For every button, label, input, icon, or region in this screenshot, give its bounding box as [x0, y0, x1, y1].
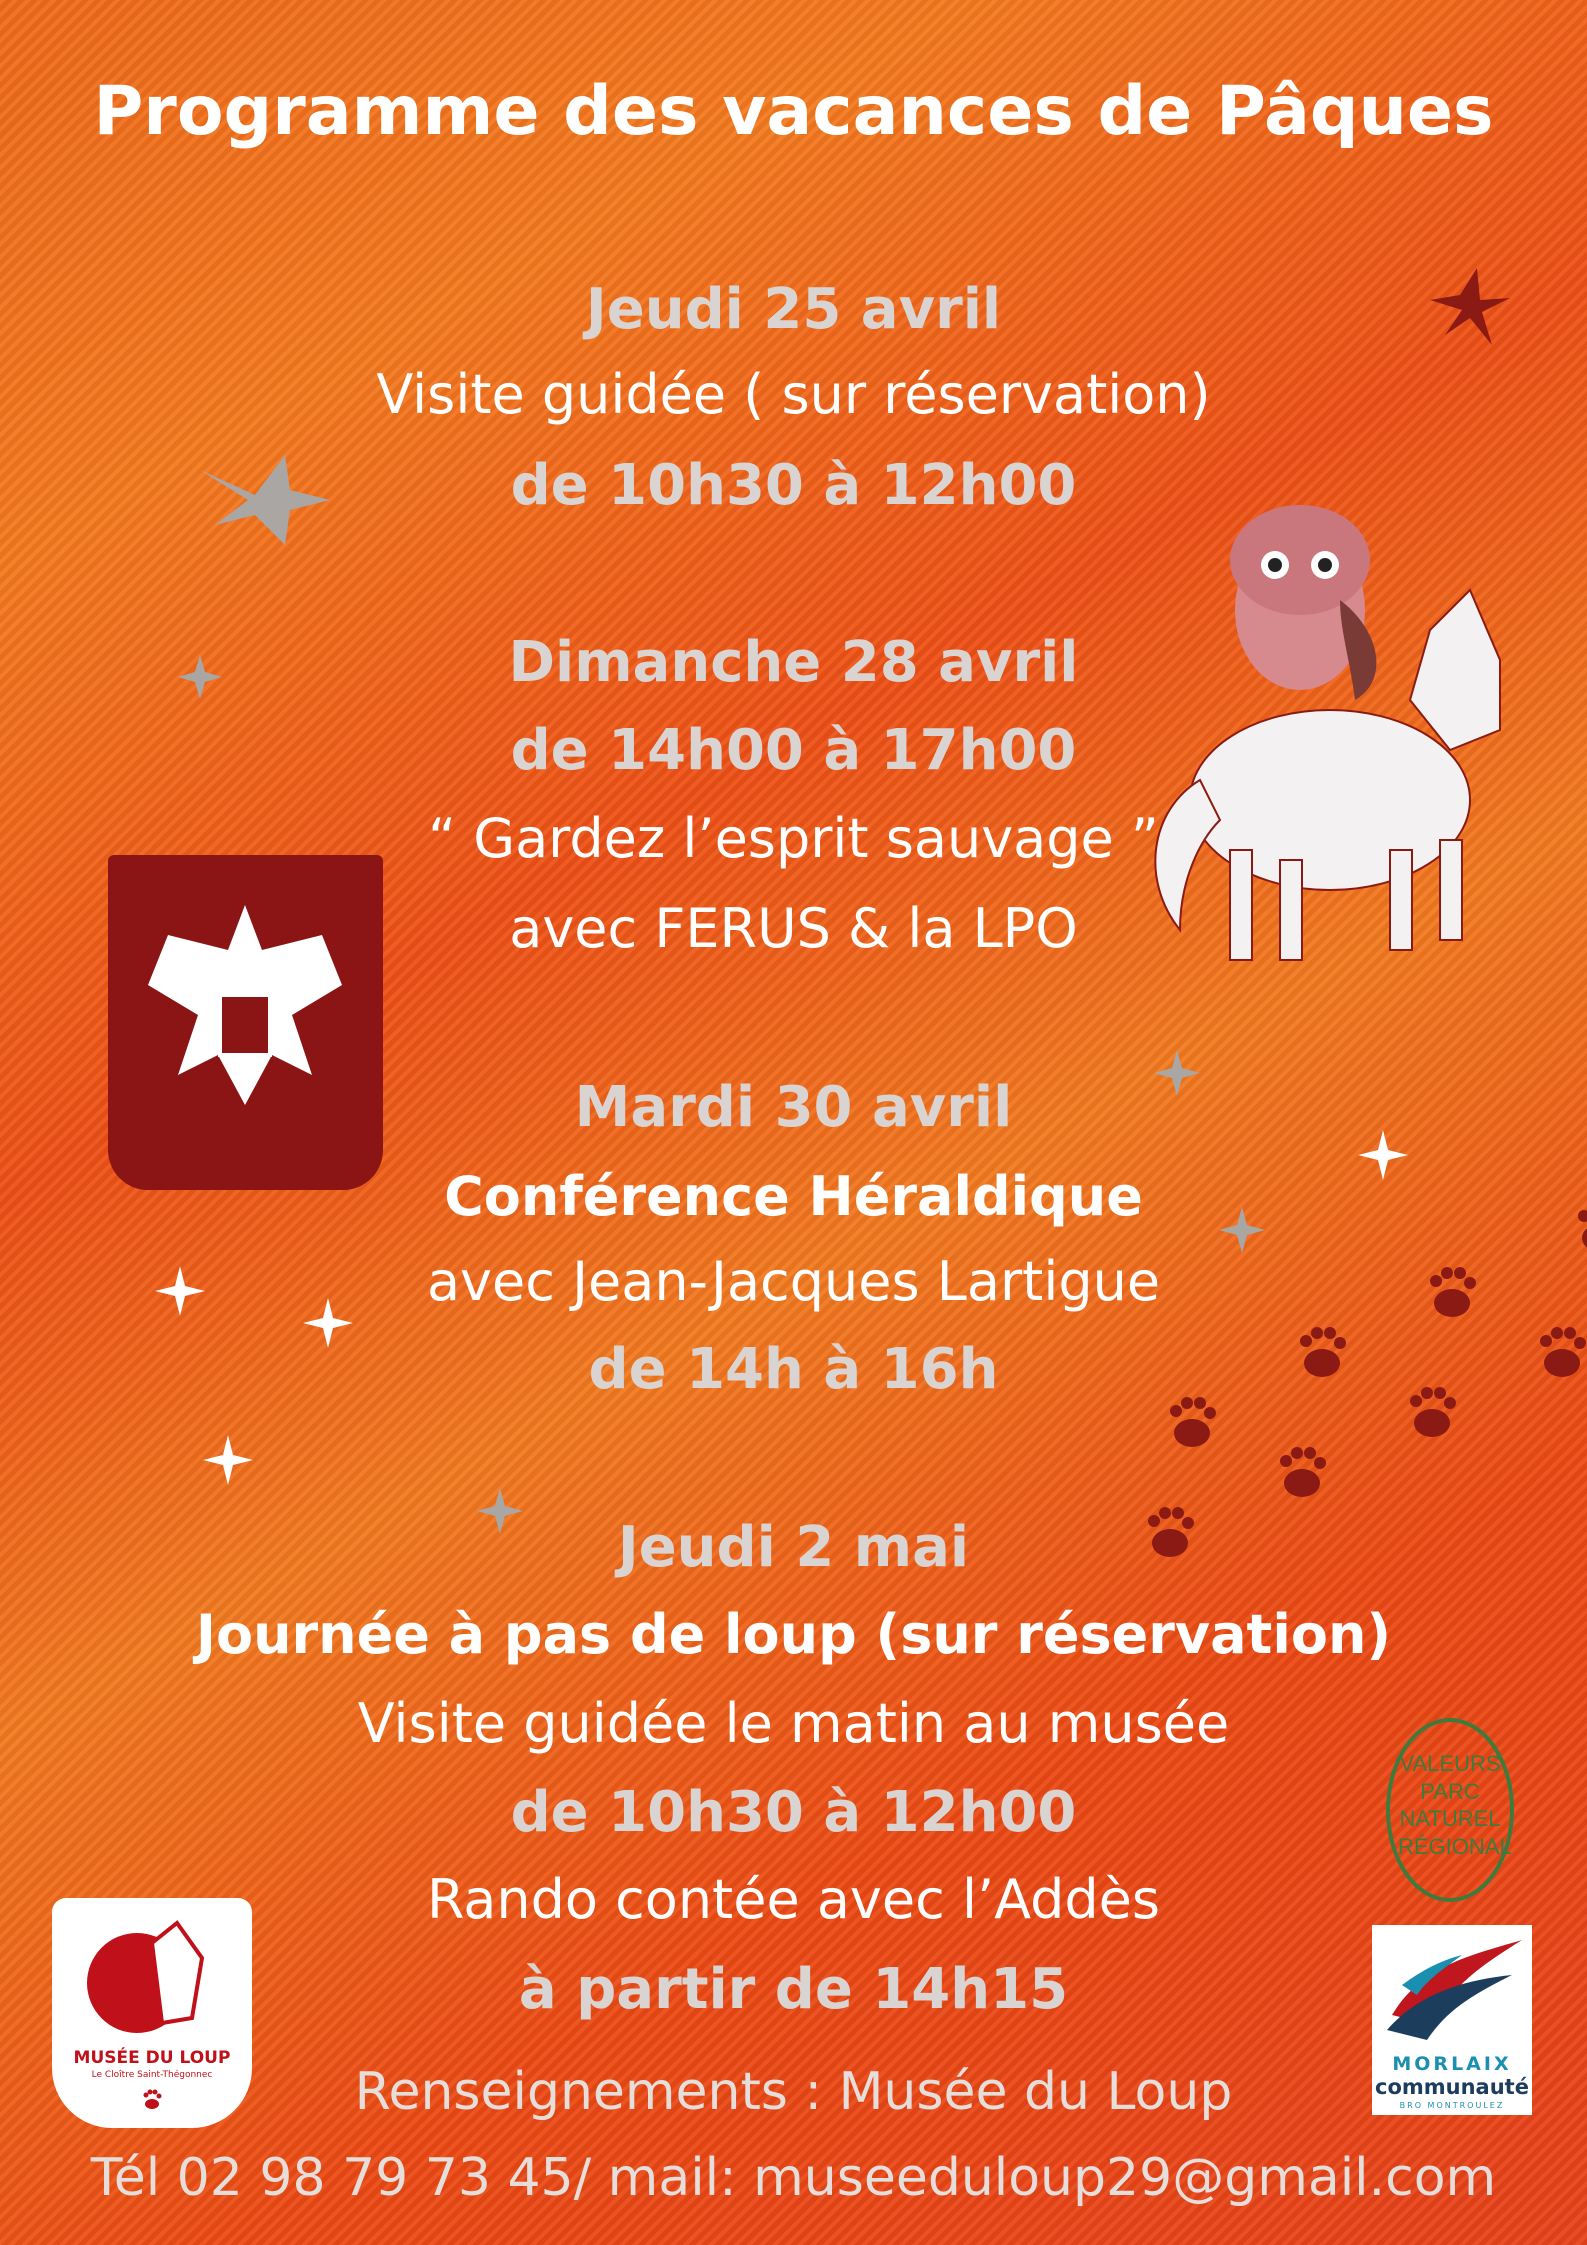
- event-line: Visite guidée le matin au musée: [357, 1692, 1230, 1755]
- contact-details: Tél 02 98 79 73 45/ mail: museeduloup29@gmail.com: [90, 2148, 1497, 2208]
- morlaix-logo-breton: BRO MONTROULEZ: [1399, 2101, 1505, 2110]
- paw-icon: [52, 1898, 252, 2128]
- owl-head: [1230, 505, 1370, 615]
- event-time: à partir de 14h15: [518, 1957, 1069, 2022]
- event-line: Rando contée avec l’Addès: [426, 1868, 1161, 1931]
- event-title: Conférence Héraldique: [444, 1165, 1143, 1228]
- event-date: Mardi 30 avril: [574, 1075, 1013, 1140]
- event-date: Dimanche 28 avril: [508, 630, 1079, 695]
- event-line: avec Jean-Jacques Lartigue: [426, 1250, 1161, 1313]
- paw-icon: [1170, 1397, 1216, 1447]
- star-icon-white: [203, 1435, 253, 1485]
- musee-du-loup-logo: [52, 1898, 252, 2128]
- event-line: avec FERUS & la LPO: [509, 897, 1078, 960]
- morlaix-logo-name: MORLAIX: [1392, 2053, 1512, 2075]
- event-title: Journée à pas de loup (sur réservation): [195, 1603, 1392, 1666]
- parc-logo-text: VALEURS PARC NATUREL RÉGIONAL: [1398, 1751, 1512, 1859]
- event-time: de 14h00 à 17h00: [510, 718, 1077, 783]
- event-line: “ Gardez l’esprit sauvage ”: [428, 807, 1159, 870]
- contact-info: Renseignements : Musée du Loup: [354, 2062, 1233, 2122]
- event-line: Visite guidée ( sur réservation): [376, 363, 1211, 426]
- event-date: Jeudi 2 mai: [617, 1515, 970, 1580]
- paw-icon: [1280, 1447, 1326, 1497]
- morlaix-logo-sub: communauté: [1375, 2075, 1529, 2099]
- musee-logo-subtitle: Le Cloître Saint-Thégonnec: [91, 2070, 213, 2080]
- event-time: de 10h30 à 12h00: [510, 1780, 1077, 1845]
- event-time: de 10h30 à 12h00: [510, 453, 1077, 518]
- parc-naturel-logo: [1380, 1715, 1520, 1905]
- page-title: Programme des vacances de Pâques: [93, 72, 1494, 151]
- musee-logo-title: MUSÉE DU LOUP: [73, 2048, 231, 2068]
- morlaix-swoosh-icon: [1372, 1925, 1532, 2050]
- event-date: Jeudi 25 avril: [585, 277, 1002, 342]
- event-time: de 14h à 16h: [588, 1337, 999, 1402]
- morlaix-communaute-logo: [1372, 1925, 1532, 2115]
